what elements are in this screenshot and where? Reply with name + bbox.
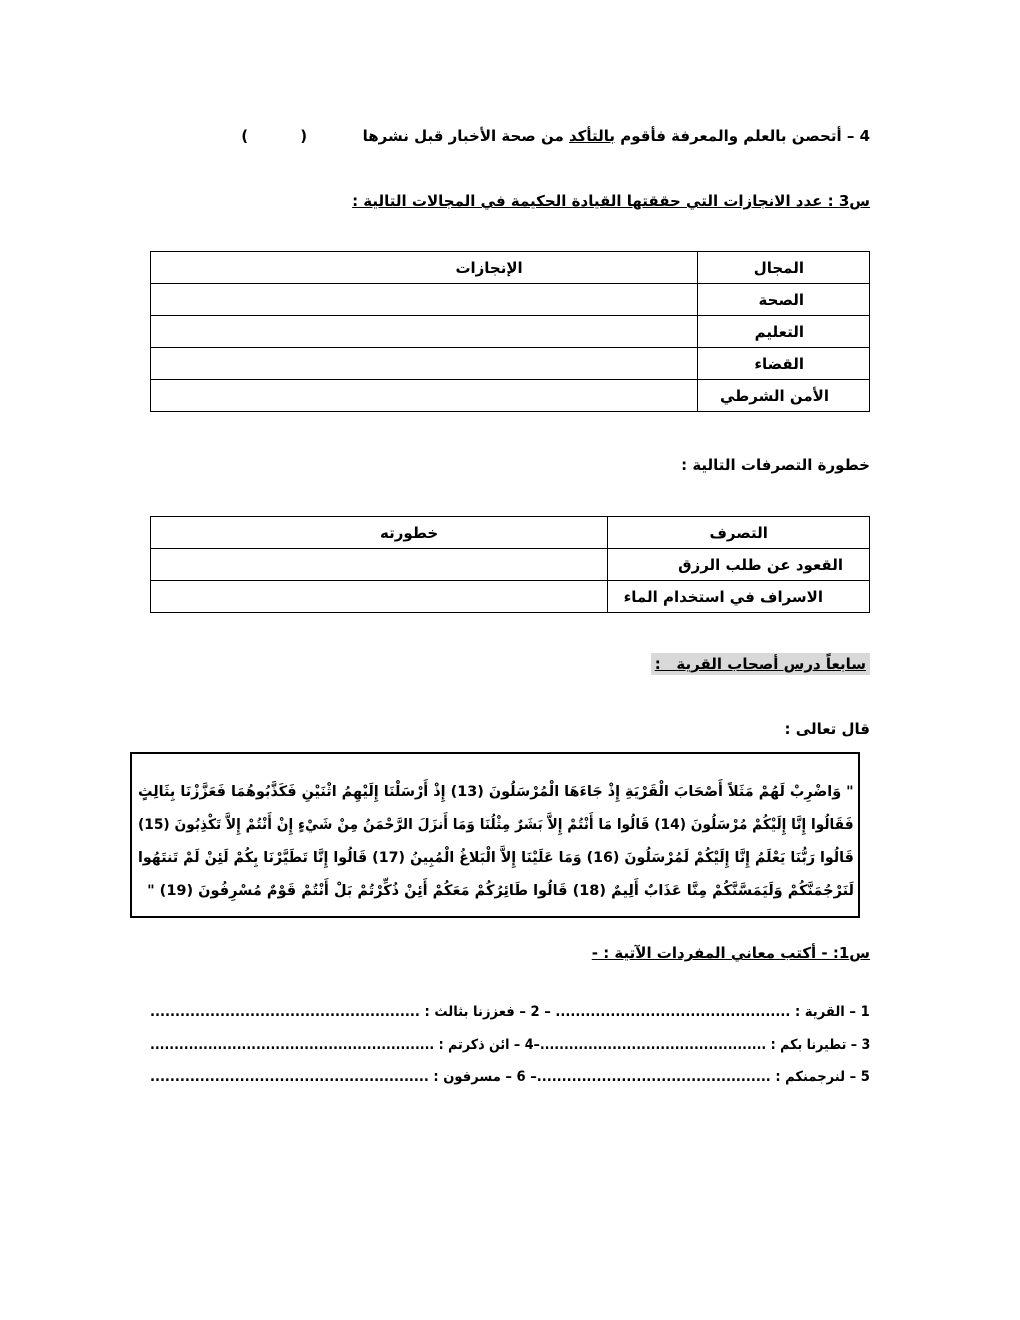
verse-line: قَالُوا رَبُّنَا يَعْلَمُ إِنَّا إِلَيْكُمْ لَمُرْسَلُونَ (16) وَمَا عَلَيْنَا إِلاَّ الْبَلاغُ الْمُبِينُ (17) قَالُوا إِنَّا تَطَيَّرْنَا بِكُمْ لَئِنْ لَمْ تَنتَهُوا: [138, 850, 854, 866]
behavior-cell: القعود عن طلب الرزق: [608, 549, 870, 581]
lesson-7-heading-text: سابعاً درس أصحاب القرية :: [651, 653, 870, 675]
vocab-item-3[interactable]: 3 – تطيرنا بكم : ...............................................: [539, 1037, 870, 1053]
verse-line: " وَاضْرِبْ لَهُمْ مَثَلاً أَصْحَابَ الْقَرْيَةِ إِذْ جَاءَهَا الْمُرْسَلُونَ (13) إِذْ أَرْسَلْنَا إِلَيْهِمُ اثْنَيْنِ فَكَذَّبُوهُمَا فَعَزَّزْنَا بِثَالِثٍ: [138, 784, 854, 800]
item-4-underlined: بالتأكد: [569, 127, 616, 145]
field-cell: التعليم: [698, 316, 870, 348]
verse-box: [130, 752, 860, 918]
lesson-7-heading: [651, 655, 870, 673]
col-header-danger: خطورته: [151, 517, 608, 549]
danger-heading: خطورة التصرفات التالية :: [681, 456, 870, 474]
field-cell: الأمن الشرطي: [698, 380, 870, 412]
item-4-answer-blank[interactable]: ( ): [241, 127, 308, 145]
danger-table: [150, 516, 870, 613]
item-4-text-before: 4 – أتحصن بالعلم والمعرفة فأقوم: [615, 127, 870, 145]
vocab-line: [150, 1037, 870, 1053]
danger-answer-cell[interactable]: [151, 549, 608, 581]
said-label: قال تعالى :: [784, 720, 870, 738]
verse-line: لَنَرْجُمَنَّكُمْ وَلَيَمَسَّنَّكُمْ مِنَّا عَذَابٌ أَلِيمٌ (18) قَالُوا طَائِرُكُمْ مَعَكُمْ أَئِنْ ذُكِّرْتُمْ بَلْ أَنْتُمْ قَوْمٌ مُسْرِفُونَ (19) ": [147, 883, 854, 899]
item-4: [241, 127, 870, 145]
danger-answer-cell[interactable]: [151, 581, 608, 613]
achievement-answer-cell[interactable]: [151, 316, 698, 348]
col-header-achievements: الإنجازات: [151, 252, 698, 284]
achievements-table: [150, 251, 870, 412]
col-header-field: المجال: [698, 252, 870, 284]
achievement-answer-cell[interactable]: [151, 284, 698, 316]
vocab-item-5[interactable]: 5 – لنرجمنكم : ...............................................: [536, 1069, 870, 1085]
vocab-item-1[interactable]: 1 – القرية : ...............................................: [555, 1004, 870, 1020]
field-cell: الصحة: [698, 284, 870, 316]
vocab-line: [150, 1004, 870, 1020]
achievement-answer-cell[interactable]: [151, 348, 698, 380]
vocab-item-6[interactable]: – 6 – مسرفون : ........................................................: [150, 1069, 537, 1085]
verse-line: فَقَالُوا إِنَّا إِلَيْكُمْ مُرْسَلُونَ (14) قَالُوا مَا أَنْتُمْ إِلاَّ بَشَرٌ مِثْلُنَا وَمَا أَنزَلَ الرَّحْمَنُ مِنْ شَيْءٍ إِنْ أَنْتُمْ إِلاَّ تَكْذِبُونَ (15): [138, 817, 854, 833]
vocab-item-4[interactable]: –4 – ائن ذكرتم : ...........................................................: [149, 1037, 540, 1053]
item-4-text-after: من صحة الأخبار قبل نشرها: [362, 127, 570, 145]
q3-heading: س3 : عدد الانجازات التي حققتها القيادة الحكيمة في المجالات التالية :: [352, 192, 870, 210]
achievement-answer-cell[interactable]: [151, 380, 698, 412]
behavior-cell: الاسراف في استخدام الماء: [608, 581, 870, 613]
q1-heading: س1: - أكتب معاني المفردات الآتية : -: [591, 944, 870, 962]
field-cell: القضاء: [698, 348, 870, 380]
col-header-behavior: التصرف: [608, 517, 870, 549]
vocab-item-2[interactable]: – 2 – فعززنا بثالث : ......................................................: [150, 1004, 556, 1020]
vocab-line: [150, 1069, 870, 1085]
